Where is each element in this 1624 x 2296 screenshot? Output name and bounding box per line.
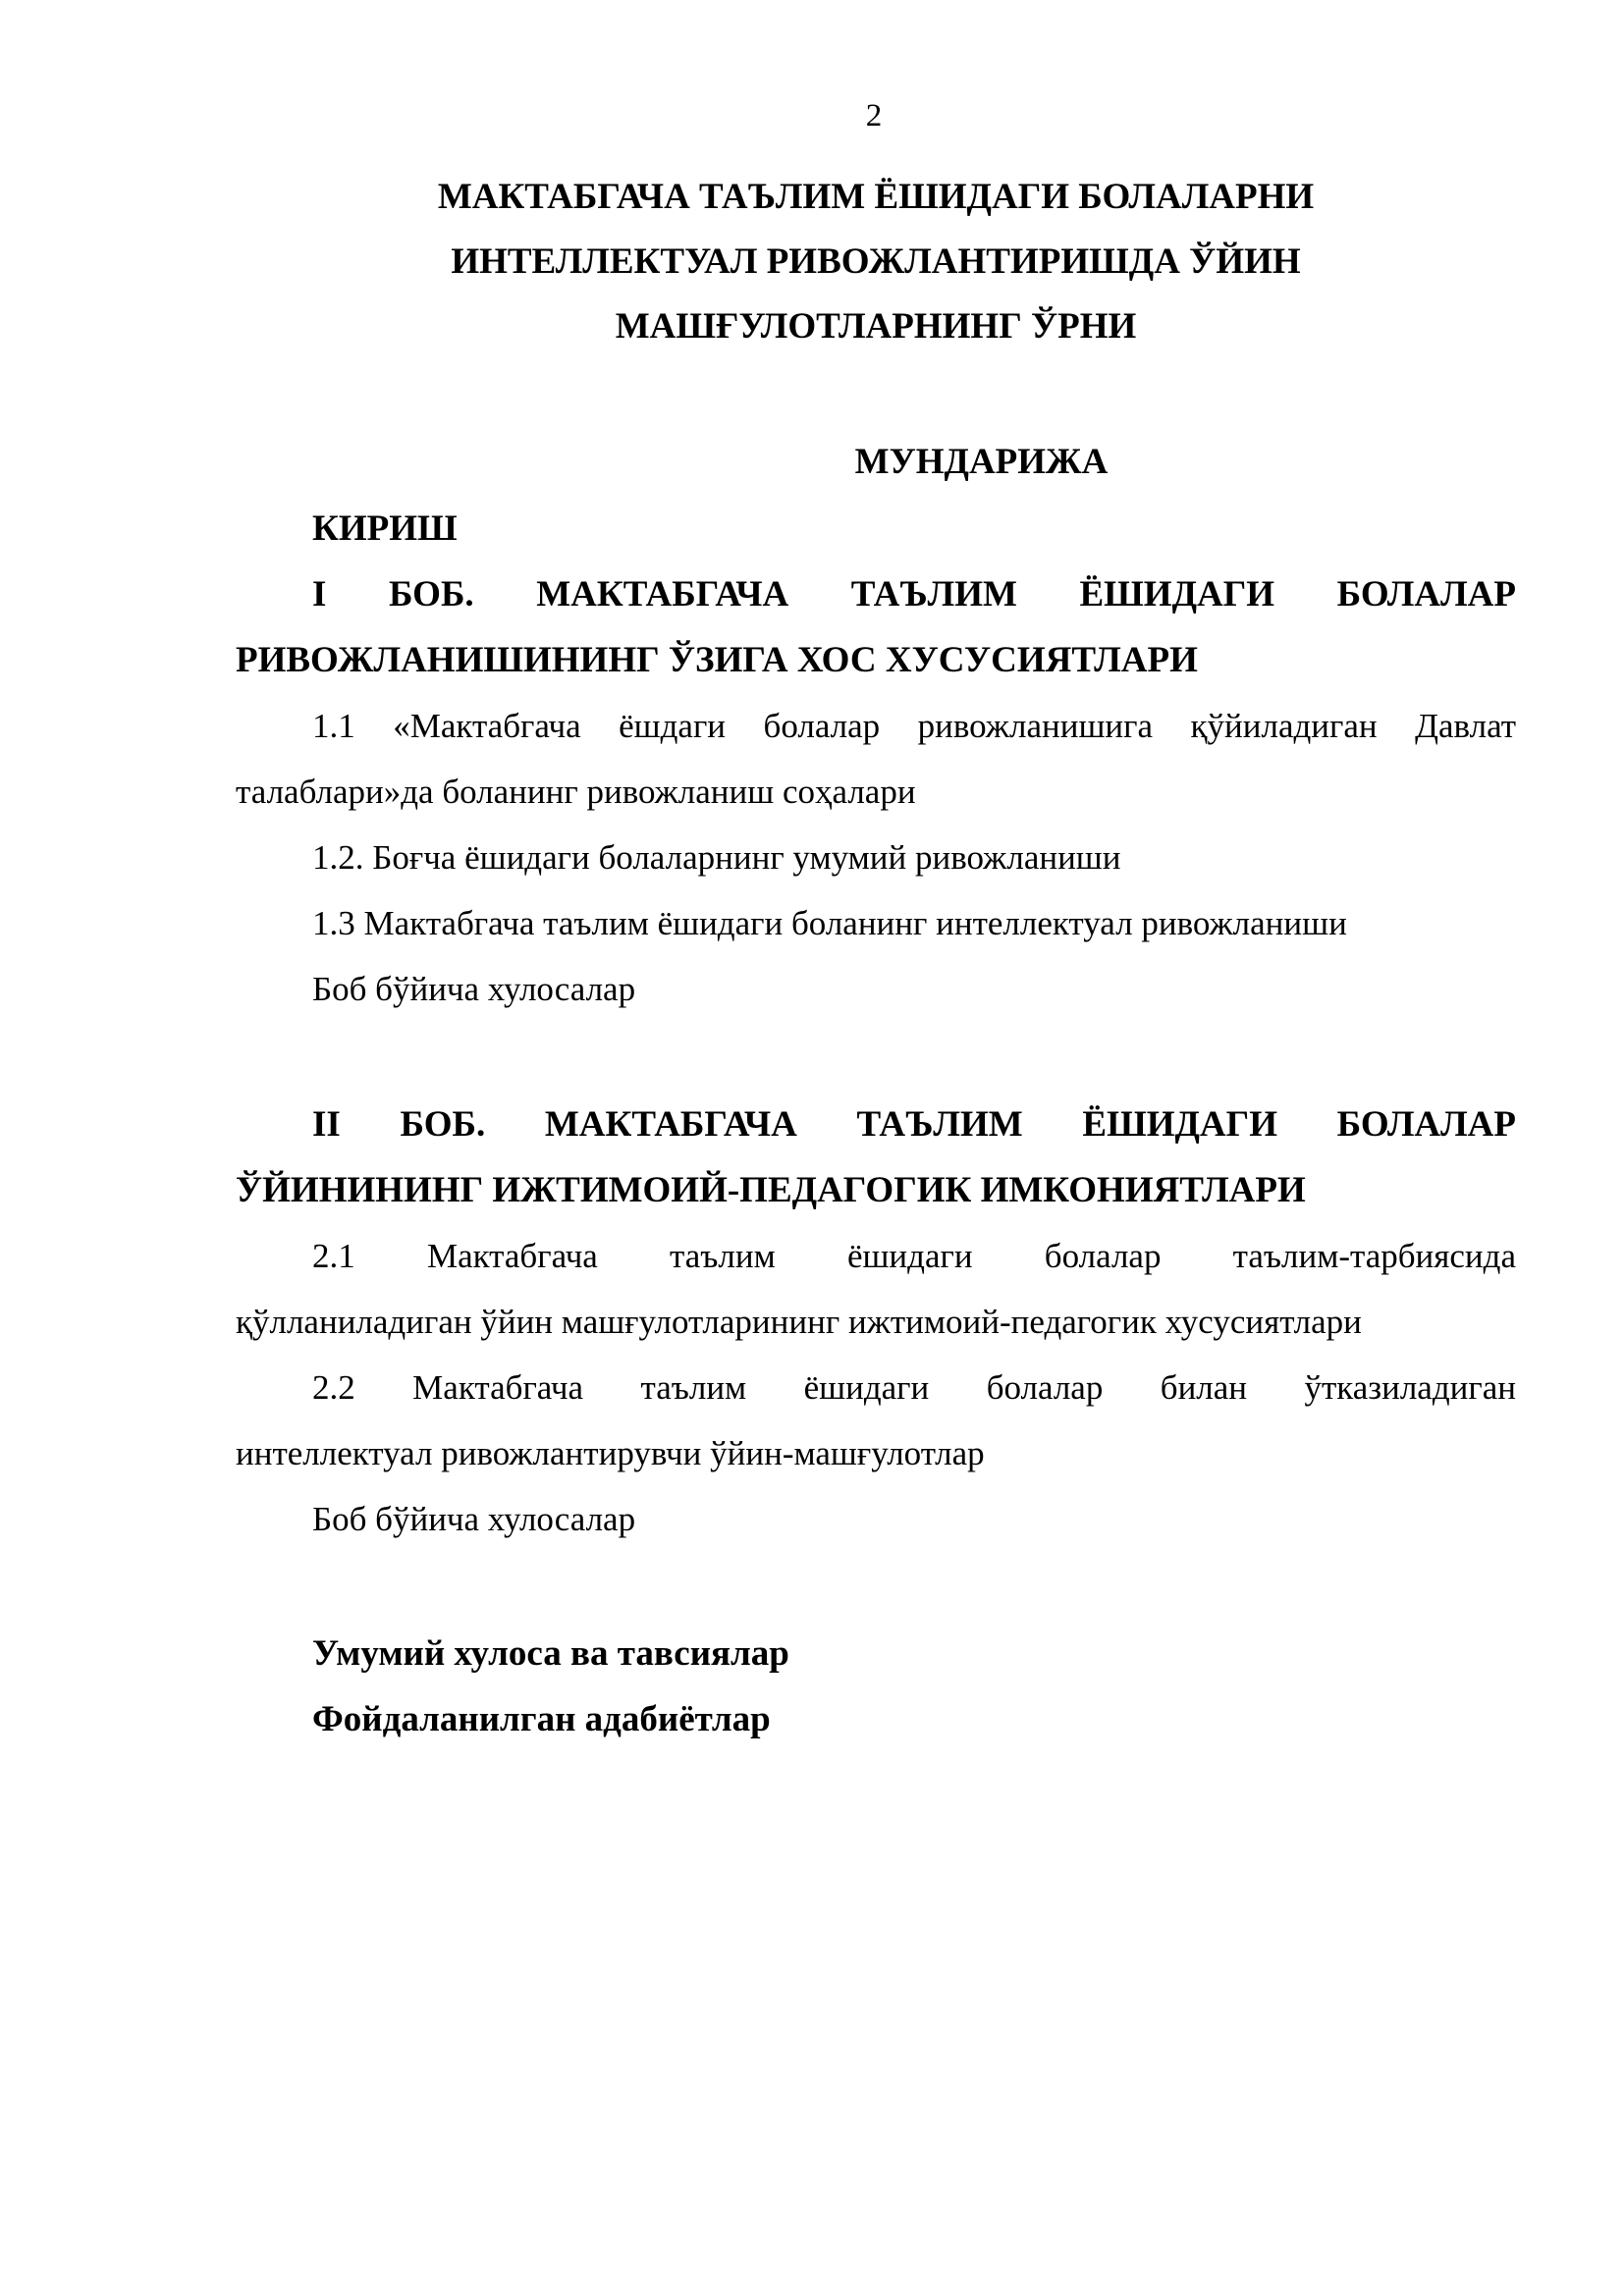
title-line-3: МАШҒУЛОТЛАРНИНГ ЎРНИ bbox=[615, 306, 1137, 347]
toc-chapter-2-title bbox=[236, 1092, 1516, 1223]
chapter-2-title-line-1: II БОБ. МАКТАБГАЧА ТАЪЛИМ ЁШИДАГИ БОЛАЛАР bbox=[312, 1104, 1516, 1145]
chapter-1-title-line-1: I БОБ. МАКТАБГАЧА ТАЪЛИМ ЁШИДАГИ БОЛАЛАР bbox=[312, 574, 1516, 614]
chapter-2-item-2-line-2: интеллектуал ривожлантирувчи ўйин-машғулотлар bbox=[236, 1434, 985, 1472]
chapter-2-item-1-line-1: 2.1 Мактабгача таълим ёшидаги болалар таълим-тарбиясида bbox=[312, 1237, 1516, 1275]
toc-chapter-1-item-3: 1.3 Мактабгача таълим ёшидаги боланинг интеллектуал ривожланиши bbox=[312, 904, 1347, 942]
toc-chapter-1-title bbox=[236, 561, 1516, 693]
toc-chapter-2-conclusion: Боб бўйича хулосалар bbox=[312, 1500, 636, 1538]
toc-chapter-1-item-1 bbox=[236, 693, 1516, 825]
chapter-2-item-1-line-2: қўлланиладиган ўйин машғулотларининг ижтимоий-педагогик хусусиятлари bbox=[236, 1303, 1362, 1341]
toc-general-conclusion: Умумий хулоса ва тавсиялар bbox=[312, 1633, 789, 1674]
toc-heading: МУНДАРИЖА bbox=[854, 442, 1109, 482]
title-line-1: МАКТАБГАЧА ТАЪЛИМ ЁШИДАГИ БОЛАЛАРНИ bbox=[437, 177, 1315, 217]
page-number: 2 bbox=[865, 98, 883, 133]
chapter-2-item-2-line-1: 2.2 Мактабгача таълим ёшидаги болалар билан ўтказиладиган bbox=[312, 1368, 1516, 1407]
chapter-2-title-line-2: ЎЙИНИНИНГ ИЖТИМОИЙ-ПЕДАГОГИК ИМКОНИЯТЛАРИ bbox=[236, 1170, 1306, 1210]
toc-references: Фойдаланилган адабиётлар bbox=[312, 1699, 771, 1739]
toc-chapter-2-item-1 bbox=[236, 1223, 1516, 1355]
toc-chapter-1-conclusion: Боб бўйича хулосалар bbox=[312, 970, 636, 1008]
title-line-2: ИНТЕЛЛЕКТУАЛ РИВОЖЛАНТИРИШДА ЎЙИН bbox=[451, 241, 1301, 282]
chapter-1-title-line-2: РИВОЖЛАНИШИНИНГ ЎЗИГА ХОС ХУСУСИЯТЛАРИ bbox=[236, 640, 1198, 680]
toc-chapter-2-item-2 bbox=[236, 1355, 1516, 1486]
toc-intro: КИРИШ bbox=[312, 508, 458, 549]
chapter-1-item-1-line-1: 1.1 «Мактабгача ёшдаги болалар ривожланишига қўйиладиган Давлат bbox=[312, 707, 1516, 745]
toc-chapter-1-item-2: 1.2. Боғча ёшидаги болаларнинг умумий ривожланиши bbox=[312, 838, 1121, 877]
chapter-1-item-1-line-2: талаблари»да боланинг ривожланиш соҳалари bbox=[236, 773, 916, 811]
document-title bbox=[236, 165, 1516, 359]
